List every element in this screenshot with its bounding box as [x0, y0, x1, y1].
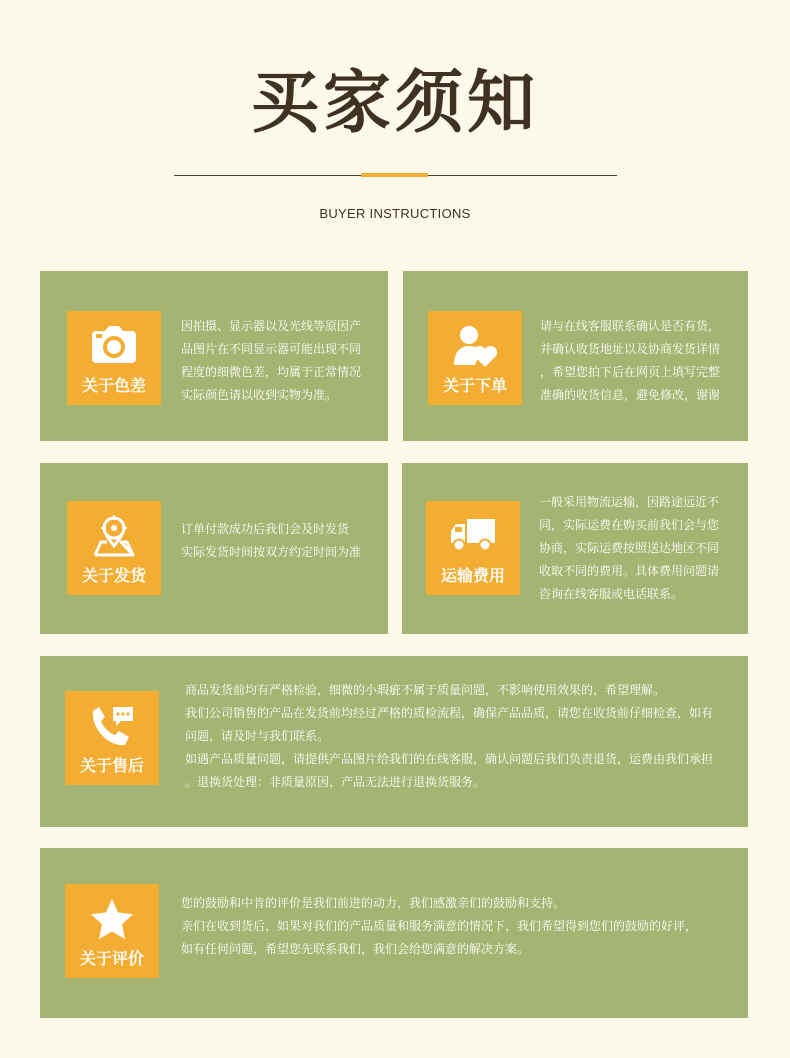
text-line: 亲们在收到货后，如果对我们的产品质量和服务满意的情况下，我们希望得到您们的鼓励的好评，: [181, 919, 698, 933]
badge-after-sales: [65, 691, 159, 785]
text-line: 您的鼓励和中肯的评价是我们前进的动力，我们感激亲们的鼓励和支持。: [181, 896, 566, 910]
badge-review: [65, 884, 159, 978]
text-line: 商品发货前均有严格检验，细微的小瑕疵不属于质量问题，不影响使用效果的，希望理解。: [185, 683, 666, 697]
text-shipping: [181, 518, 381, 564]
badge-label-freight: 运输费用: [440, 566, 505, 585]
text-freight: [539, 491, 739, 606]
badge-label-ordering: 关于下单: [442, 376, 507, 395]
text-line: 问题，请及时与我们联系。: [185, 729, 330, 743]
card-shipping: [40, 463, 388, 634]
truck-icon: [450, 515, 496, 553]
text-line: 我们公司销售的产品在发货前均经过严格的质检流程，确保产品品质，请您在收货前仔细检查，如有: [185, 706, 714, 720]
text-line: 请与在线客服联系确认是否有货，: [540, 319, 721, 333]
badge-label-after-sales: 关于售后: [79, 756, 144, 775]
card-ordering: [403, 271, 748, 441]
badge-color-diff: [67, 311, 161, 405]
text-line: 准确的收货信息，避免修改，谢谢: [540, 388, 721, 402]
badge-label-shipping: 关于发货: [81, 566, 146, 585]
text-line: 品图片在不同显示器可能出现不同: [181, 342, 362, 356]
page-subtitle: BUYER INSTRUCTIONS: [319, 206, 471, 221]
badge-label-color-diff: 关于色差: [81, 376, 146, 395]
card-color-diff: [40, 271, 388, 441]
text-line: 实际发货时间按双方约定时间为准: [181, 545, 362, 559]
text-line: 咨询在线客服或电话联系。: [539, 587, 684, 601]
star-icon: [90, 898, 134, 940]
text-review: [181, 892, 741, 961]
text-line: 并确认收货地址以及协商发货详情: [540, 342, 721, 356]
card-after-sales: [40, 656, 748, 827]
badge-ordering: [428, 311, 522, 405]
person-heart-icon: [453, 325, 497, 367]
text-line: 。退换货处理：非质量原因，产品无法进行退换货服务。: [185, 775, 486, 789]
card-review: [40, 848, 748, 1018]
text-line: 如遇产品质量问题，请提供产品图片给我们的在线客服，确认问题后我们负责退货，运费由我们承担: [185, 752, 714, 766]
phone-chat-icon: [89, 705, 135, 749]
text-line: 如有任何问题，希望您先联系我们，我们会给您满意的解决方案。: [181, 942, 530, 956]
text-line: 协商，实际运费按照送达地区不同: [539, 541, 720, 555]
text-line: 收取不同的费用。具体费用问题请: [539, 564, 720, 578]
text-line: 订单付款成功后我们会及时发货: [181, 522, 350, 536]
badge-shipping: [67, 501, 161, 595]
text-line: 同，实际运费在购买前我们会与您: [539, 518, 720, 532]
badge-freight: [426, 501, 520, 595]
badge-label-review: 关于评价: [79, 949, 144, 968]
map-pin-icon: [92, 515, 136, 557]
text-line: 一般采用物流运输，因路途远近不: [539, 495, 720, 509]
title-divider-accent: [361, 173, 428, 177]
card-freight: [402, 463, 748, 634]
text-line: 因拍摄、显示器以及光线等原因产: [181, 319, 362, 333]
text-line: 实际颜色请以收到实物为准。: [181, 388, 338, 402]
text-ordering: [540, 315, 740, 407]
text-line: 程度的细微色差，均属于正常情况: [181, 365, 362, 379]
page-title: 买家须知: [250, 64, 539, 143]
text-after-sales: [185, 679, 745, 794]
camera-icon: [91, 325, 137, 365]
text-color-diff: [181, 315, 381, 407]
text-line: ，希望您拍下后在网页上填写完整: [540, 365, 721, 379]
